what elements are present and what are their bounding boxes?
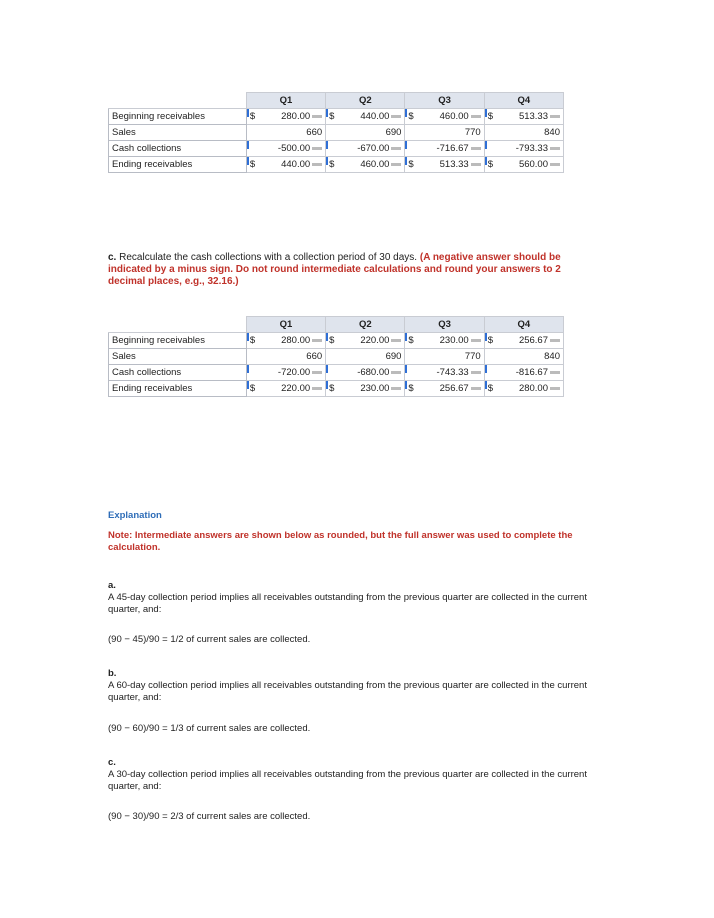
section-calc: (90 − 60)/90 = 1/3 of current sales are collected. [108,723,311,734]
row-label: Ending receivables [109,157,247,173]
table-row [109,381,564,397]
header-q3: Q3 [405,93,484,109]
receivables-table-1 [108,92,564,173]
question-c [108,252,568,288]
explanation-section-c [108,757,598,793]
value-cell: 690 [326,125,405,141]
table-row [109,109,564,125]
table-row [109,365,564,381]
check-mark-icon [550,339,560,342]
header-q2: Q2 [326,317,405,333]
check-mark-icon [312,163,322,166]
answer-field[interactable]: -793.33 [484,141,563,157]
header-q1: Q1 [246,317,325,333]
check-mark-icon [471,115,481,118]
answer-field[interactable]: -816.67 [484,365,563,381]
answer-field[interactable]: $ 513.33 [484,109,563,125]
section-text: A 45-day collection period implies all receivables outstanding from the previous quarter are collected in the current quarter, and: [108,592,587,615]
check-mark-icon [391,387,401,390]
check-mark-icon [550,387,560,390]
check-mark-icon [391,339,401,342]
row-label: Beginning receivables [109,333,247,349]
table-row [109,141,564,157]
value-cell: 840 [484,125,563,141]
question-text: Recalculate the cash collections with a collection period of 30 days. [119,252,418,263]
header-q1: Q1 [246,93,325,109]
answer-field[interactable]: -680.00 [326,365,405,381]
row-label: Ending receivables [109,381,247,397]
header-q4: Q4 [484,317,563,333]
explanation-section-a [108,580,598,616]
answer-field[interactable]: $ 280.00 [246,333,325,349]
explanation-section-b [108,668,598,704]
row-label: Cash collections [109,141,247,157]
table-row [109,157,564,173]
table-row [109,333,564,349]
section-letter: b. [108,668,117,679]
answer-field[interactable]: $ 220.00 [246,381,325,397]
question-instruction: (A negative answer should be indicated by a minus sign. Do not round intermediate calculations and round your answers to 2 decimal places, e.g., 32.16.) [108,252,561,287]
answer-field[interactable]: $ 220.00 [326,333,405,349]
check-mark-icon [471,163,481,166]
answer-field[interactable]: $ 256.67 [484,333,563,349]
answer-field[interactable]: $ 440.00 [246,157,325,173]
receivables-table-2 [108,316,564,397]
check-mark-icon [471,147,481,150]
check-mark-icon [471,387,481,390]
answer-field[interactable]: $ 256.67 [405,381,484,397]
explanation-title: Explanation [108,510,162,521]
value-cell: 770 [405,349,484,365]
check-mark-icon [550,371,560,374]
check-mark-icon [312,371,322,374]
answer-field[interactable]: -716.67 [405,141,484,157]
check-mark-icon [550,163,560,166]
answer-field[interactable]: $ 280.00 [246,109,325,125]
answer-field[interactable]: $ 460.00 [326,157,405,173]
section-text: A 60-day collection period implies all receivables outstanding from the previous quarter are collected in the current quarter, and: [108,680,587,703]
row-label: Sales [109,349,247,365]
answer-field[interactable]: -720.00 [246,365,325,381]
check-mark-icon [312,339,322,342]
table-row [109,349,564,365]
answer-field[interactable]: $ 230.00 [405,333,484,349]
answer-field[interactable]: $ 513.33 [405,157,484,173]
answer-field[interactable]: $ 560.00 [484,157,563,173]
header-q2: Q2 [326,93,405,109]
answer-field[interactable]: -743.33 [405,365,484,381]
header-q3: Q3 [405,317,484,333]
section-calc: (90 − 30)/90 = 2/3 of current sales are collected. [108,811,311,822]
question-letter: c. [108,252,117,263]
header-blank [109,93,247,109]
section-letter: c. [108,757,116,768]
check-mark-icon [391,115,401,118]
answer-field[interactable]: $ 230.00 [326,381,405,397]
explanation-note: Note: Intermediate answers are shown below as rounded, but the full answer was used to complete the calculation. [108,530,573,553]
table-row [109,125,564,141]
check-mark-icon [312,115,322,118]
header-blank [109,317,247,333]
value-cell: 660 [246,349,325,365]
answer-field[interactable]: $ 440.00 [326,109,405,125]
check-mark-icon [471,339,481,342]
section-text: A 30-day collection period implies all receivables outstanding from the previous quarter are collected in the current quarter, and: [108,769,587,792]
answer-field[interactable]: $ 280.00 [484,381,563,397]
value-cell: 840 [484,349,563,365]
check-mark-icon [471,371,481,374]
check-mark-icon [391,163,401,166]
section-calc: (90 − 45)/90 = 1/2 of current sales are collected. [108,634,311,645]
row-label: Beginning receivables [109,109,247,125]
check-mark-icon [391,147,401,150]
value-cell: 690 [326,349,405,365]
check-mark-icon [312,147,322,150]
check-mark-icon [312,387,322,390]
header-q4: Q4 [484,93,563,109]
value-cell: 660 [246,125,325,141]
answer-field[interactable]: -670.00 [326,141,405,157]
answer-field[interactable]: -500.00 [246,141,325,157]
row-label: Cash collections [109,365,247,381]
check-mark-icon [550,147,560,150]
value-cell: 770 [405,125,484,141]
check-mark-icon [391,371,401,374]
answer-field[interactable]: $ 460.00 [405,109,484,125]
check-mark-icon [550,115,560,118]
row-label: Sales [109,125,247,141]
section-letter: a. [108,580,116,591]
